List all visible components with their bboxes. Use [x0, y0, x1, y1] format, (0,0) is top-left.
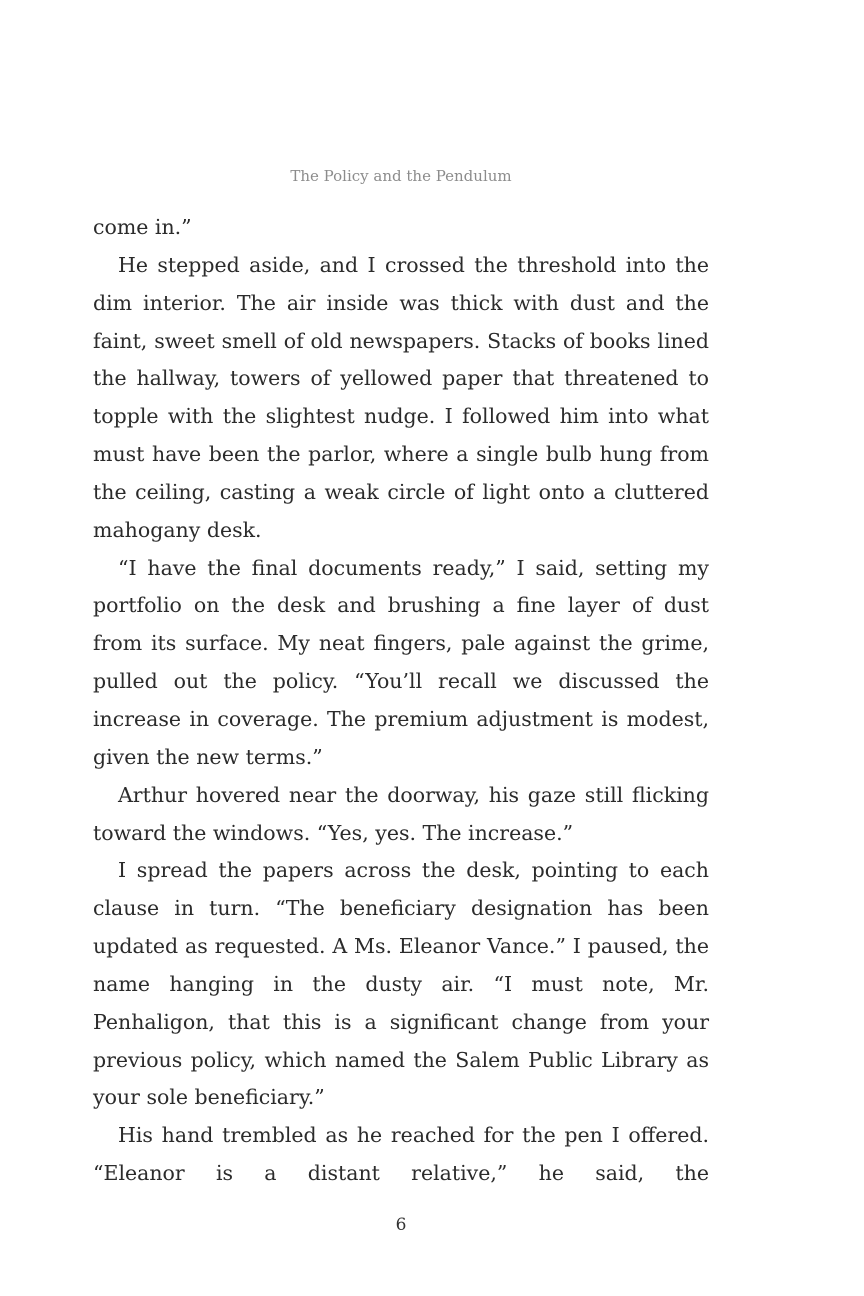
paragraph: “I have the final documents ready,” I said, setting my portfolio on the desk and brushing a fine layer of dust from its surface. My neat fingers, pale against the grime, pulled out the policy. “You’ll recall we discussed the increase in coverage. The premium adjustment is modest, given the new terms.” — [93, 555, 709, 769]
paragraph: I spread the papers across the desk, pointing to each clause in turn. “The beneficiary designation has been updated as requested. A Ms. Eleanor Vance.” I paused, the name hanging in the dusty air. “I must note, Mr. Penhaligon, that this is a significant change from your previous policy, which named the Salem Public Library as your sole beneficiary.” — [93, 858, 709, 1110]
paragraph-continuation: come in.” — [93, 215, 192, 239]
paragraph: He stepped aside, and I crossed the threshold into the dim interior. The air inside was thick with dust and the faint, sweet smell of old newspapers. Stacks of books lined the hallway, towers of yellowed paper that threatened to topple with the slightest nudge. I followed him into what must have been the parlor, where a single bulb hung from the ceiling, casting a weak circle of light onto a cluttered mahogany desk. — [93, 252, 709, 542]
running-header-title: The Policy and the Pendulum — [290, 167, 512, 185]
body-text — [93, 209, 709, 1193]
paragraph: Arthur hovered near the doorway, his gaze still flicking toward the windows. “Yes, yes. The increase.” — [93, 782, 709, 845]
page-number: 6 — [395, 1215, 407, 1235]
paragraph-continues-next-page: His hand trembled as he reached for the pen I offered. “Eleanor is a distant relative,” he said, the — [93, 1123, 709, 1186]
